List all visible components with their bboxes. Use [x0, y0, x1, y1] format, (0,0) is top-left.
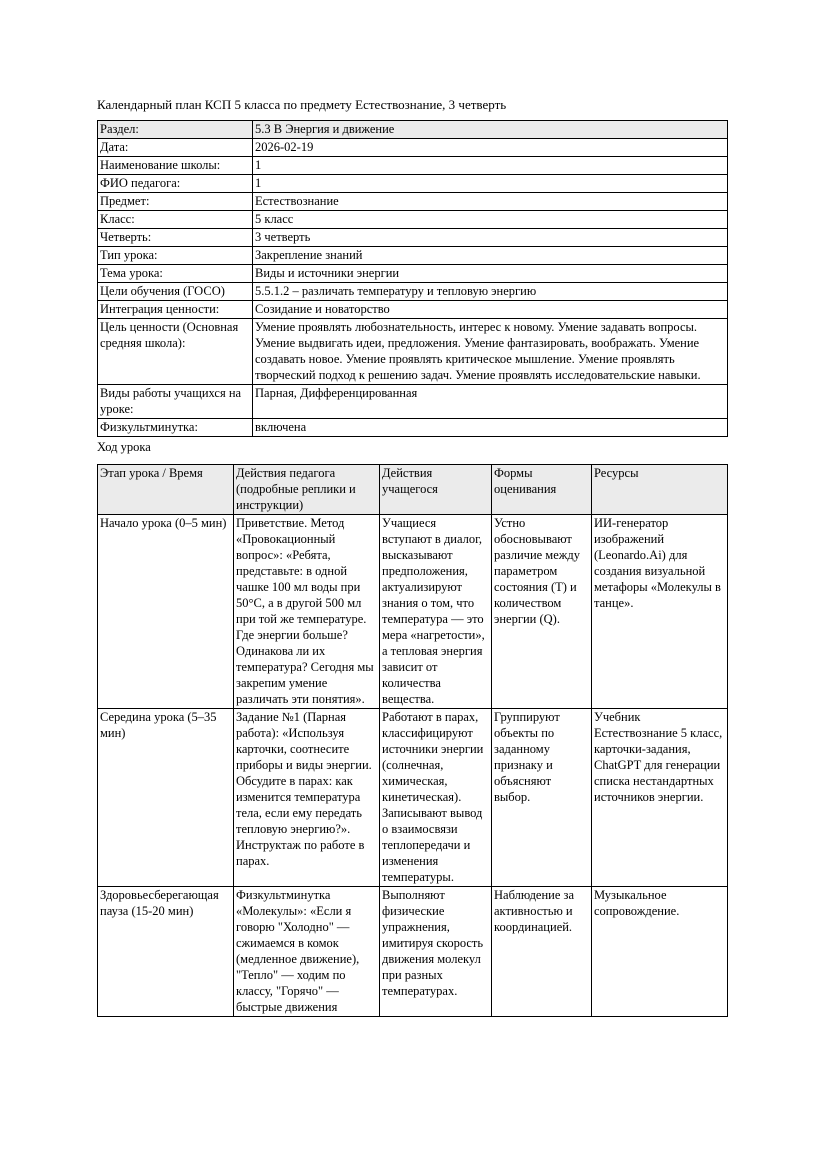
info-label-razdel: Раздел: — [98, 121, 253, 139]
col-header-teacher-actions: Действия педагога (подробные реплики и инструкции) — [234, 465, 380, 515]
cell-teacher-actions: Задание №1 (Парная работа): «Используя карточки, соотнесите приборы и виды энергии. Обсудите в парах: как изменится температура тела, если ему передать тепловую энергию?». Инструктаж по работе в парах. — [234, 709, 380, 887]
col-header-resources: Ресурсы — [592, 465, 728, 515]
info-value-class: 5 класс — [253, 211, 728, 229]
info-label-lesson-type: Тип урока: — [98, 247, 253, 265]
info-value-teacher: 1 — [253, 175, 728, 193]
col-header-assessment: Формы оценивания — [492, 465, 592, 515]
cell-assessment: Наблюдение за активностью и координацией. — [492, 887, 592, 1017]
info-value-fizkultminutka: включена — [253, 419, 728, 437]
cell-stage: Начало урока (0–5 мин) — [98, 515, 234, 709]
info-value-quarter: 3 четверть — [253, 229, 728, 247]
info-label-fizkultminutka: Физкультминутка: — [98, 419, 253, 437]
table-row — [98, 193, 728, 211]
table-row — [98, 247, 728, 265]
table-row — [98, 283, 728, 301]
table-row-lesson-middle — [98, 709, 728, 887]
info-label-teacher: ФИО педагога: — [98, 175, 253, 193]
table-header-row — [98, 465, 728, 515]
info-value-goals: 5.5.1.2 – различать температуру и тепловую энергию — [253, 283, 728, 301]
cell-teacher-actions: Приветствие. Метод «Провокационный вопрос»: «Ребята, представьте: в одной чашке 100 мл воды при 50°C, а в другой 500 мл при той же температуре. Где энергии больше? Одинакова ли их температура? Сегодня мы закрепим умение различать эти понятия». — [234, 515, 380, 709]
info-value-lesson-type: Закрепление знаний — [253, 247, 728, 265]
info-value-school: 1 — [253, 157, 728, 175]
info-label-data: Дата: — [98, 139, 253, 157]
table-row-lesson-start — [98, 515, 728, 709]
info-value-lesson-theme: Виды и источники энергии — [253, 265, 728, 283]
table-row — [98, 229, 728, 247]
lesson-info-table — [97, 120, 728, 437]
table-row — [98, 319, 728, 385]
info-label-quarter: Четверть: — [98, 229, 253, 247]
info-label-class: Класс: — [98, 211, 253, 229]
table-row — [98, 301, 728, 319]
table-row — [98, 121, 728, 139]
page-title: Календарный план КСП 5 класса по предмету Естествознание, 3 четверть — [97, 97, 507, 112]
col-header-student-actions: Действия учащегося — [380, 465, 492, 515]
info-label-lesson-theme: Тема урока: — [98, 265, 253, 283]
info-label-school: Наименование школы: — [98, 157, 253, 175]
cell-student-actions: Работают в парах, классифицируют источники энергии (солнечная, химическая, кинетическая). Записывают вывод о взаимосвязи теплопередачи и изменения температуры. — [380, 709, 492, 887]
table-row — [98, 385, 728, 419]
info-label-work-types: Виды работы учащихся на уроке: — [98, 385, 253, 419]
info-value-subject: Естествознание — [253, 193, 728, 211]
col-header-stage: Этап урока / Время — [98, 465, 234, 515]
info-label-subject: Предмет: — [98, 193, 253, 211]
cell-resources: Учебник Естествознание 5 класс, карточки-задания, ChatGPT для генерации списка нестандартных источников энергии. — [592, 709, 728, 887]
table-row — [98, 419, 728, 437]
table-row — [98, 265, 728, 283]
table-row — [98, 211, 728, 229]
cell-resources: Музыкальное сопровождение. — [592, 887, 728, 1017]
info-value-razdel: 5.3 В Энергия и движение — [253, 121, 728, 139]
cell-assessment: Устно обосновывают различие между параметром состояния (T) и количеством энергии (Q). — [492, 515, 592, 709]
cell-student-actions: Учащиеся вступают в диалог, высказывают предположения, актуализируют знания о том, что температура — это мера «нагретости», а тепловая энергия зависит от количества вещества. — [380, 515, 492, 709]
table-row-health-pause — [98, 887, 728, 1017]
table-row — [98, 139, 728, 157]
section-heading-lesson-flow: Ход урока — [97, 440, 151, 454]
info-value-value-goal: Умение проявлять любознательность, интерес к новому. Умение задавать вопросы. Умение выдвигать идеи, предложения. Умение фантазировать, воображать. Умение создавать новое. Умение проявлять критическое мышление. Умение проявлять творческий подход к решению задач. Умение проявлять исследовательские навыки. — [253, 319, 728, 385]
info-value-data: 2026-02-19 — [253, 139, 728, 157]
cell-assessment: Группируют объекты по заданному признаку и объясняют выбор. — [492, 709, 592, 887]
cell-teacher-actions: Физкультминутка «Молекулы»: «Если я говорю "Холодно" — сжимаемся в комок (медленное движение), "Тепло" — ходим по классу, "Горячо" — быстрые движения — [234, 887, 380, 1017]
table-row — [98, 157, 728, 175]
cell-resources: ИИ-генератор изображений (Leonardo.Ai) для создания визуальной метафоры «Молекулы в танце». — [592, 515, 728, 709]
lesson-flow-table — [97, 464, 728, 1017]
table-row — [98, 175, 728, 193]
info-label-values-integration: Интеграция ценности: — [98, 301, 253, 319]
info-label-goals: Цели обучения (ГОСО) — [98, 283, 253, 301]
cell-stage: Середина урока (5–35 мин) — [98, 709, 234, 887]
info-label-value-goal: Цель ценности (Основная средняя школа): — [98, 319, 253, 385]
info-value-work-types: Парная, Дифференцированная — [253, 385, 728, 419]
cell-student-actions: Выполняют физические упражнения, имитируя скорость движения молекул при разных температурах. — [380, 887, 492, 1017]
cell-stage: Здоровьесберегающая пауза (15-20 мин) — [98, 887, 234, 1017]
info-value-values-integration: Созидание и новаторство — [253, 301, 728, 319]
